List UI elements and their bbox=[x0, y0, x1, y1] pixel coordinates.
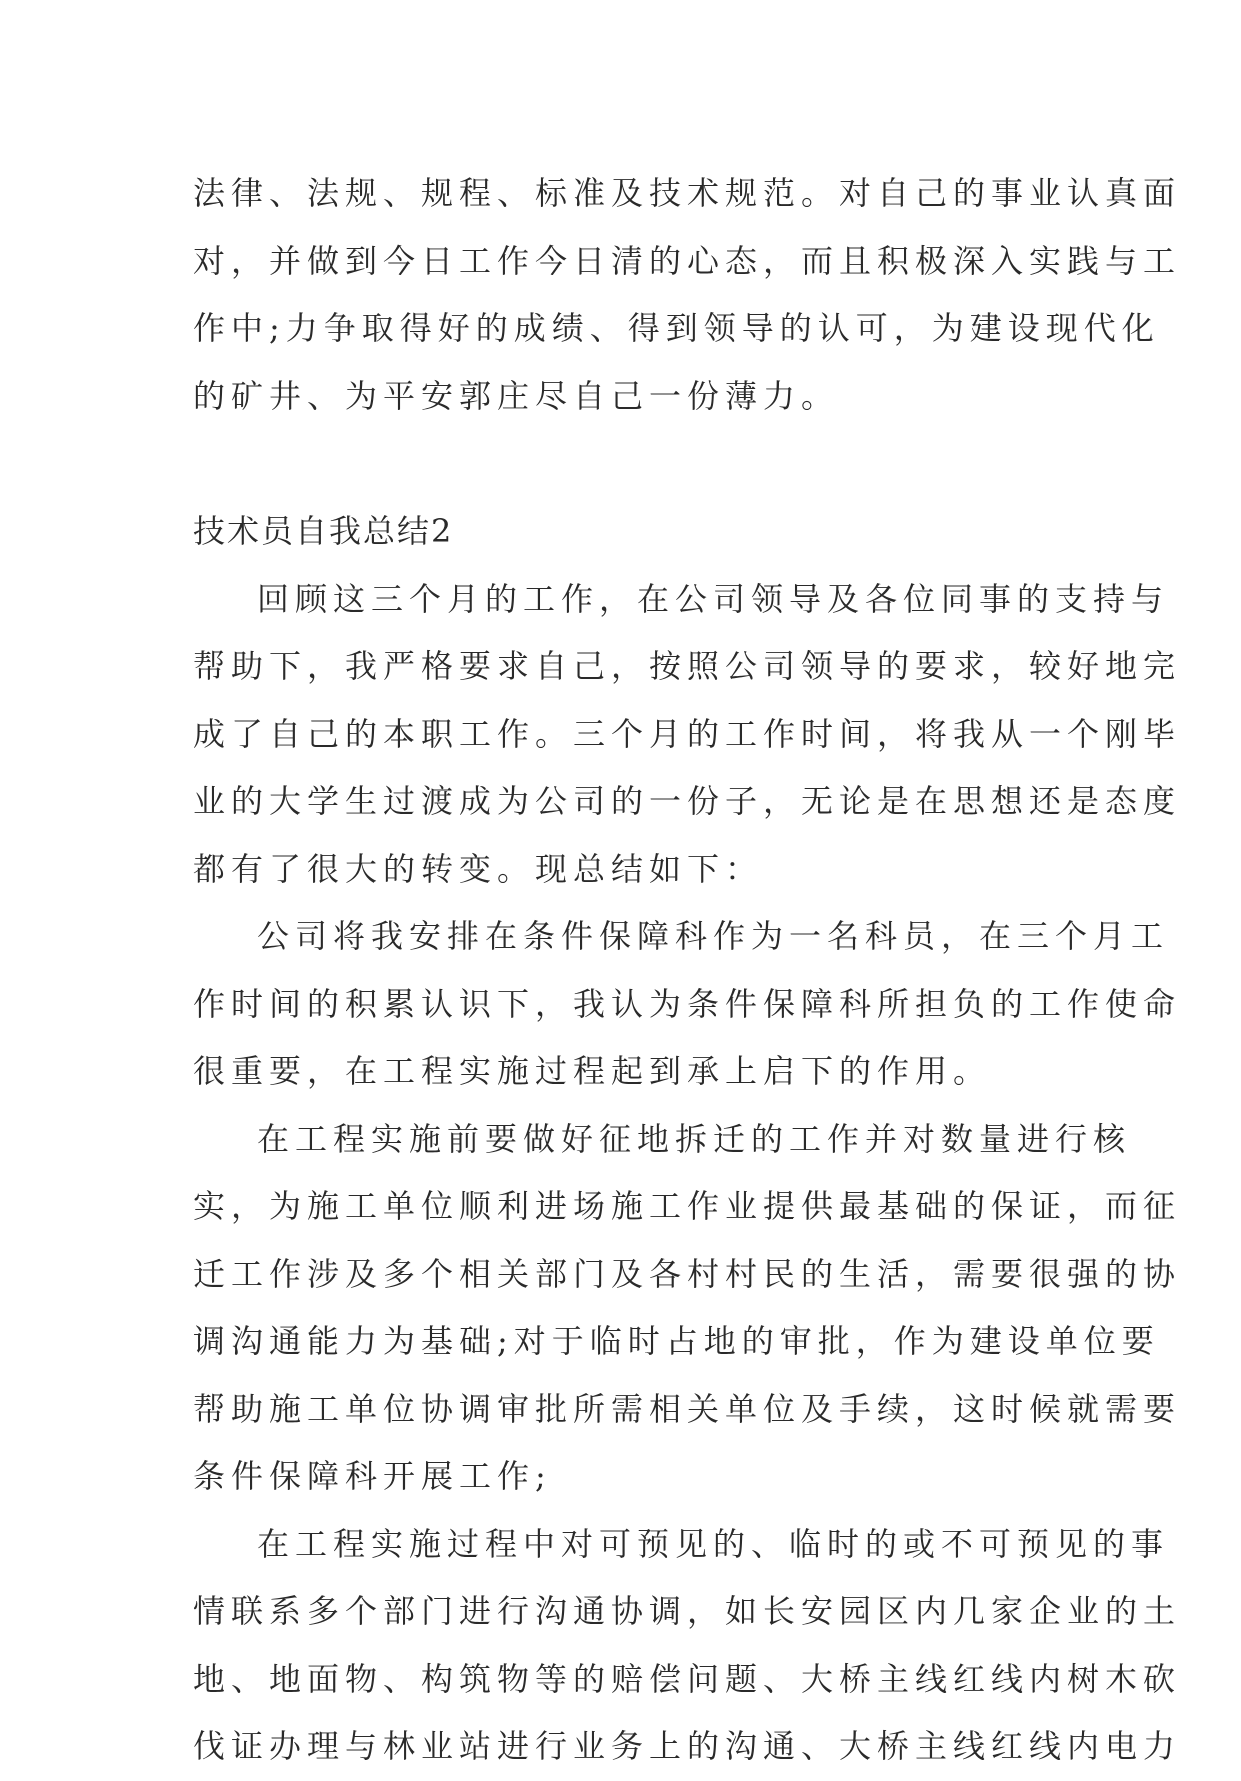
text-line: 地、地面物、构筑物等的赔偿问题、大桥主线红线内树木砍 bbox=[193, 1659, 1182, 1698]
text-line: 作中;力争取得好的成绩、得到领导的认可，为建设现代化 bbox=[193, 309, 1160, 347]
text-line: 法律、法规、规程、标准及技术规范。对自己的事业认真面 bbox=[193, 174, 1182, 212]
text-line: 业的大学生过渡成为公司的一份子，无论是在思想还是态度 bbox=[193, 782, 1182, 820]
document-body bbox=[193, 160, 1182, 1781]
text-line: 调沟通能力为基础;对于临时占地的审批，作为建设单位要 bbox=[193, 1322, 1160, 1360]
text-line: 伐证办理与林业站进行业务上的沟通、大桥主线红线内电力 bbox=[193, 1727, 1182, 1765]
text-line: 实，为施工单位顺利进场施工作业提供最基础的保证，而征 bbox=[193, 1187, 1182, 1225]
text-line: 回顾这三个月的工作，在公司领导及各位同事的支持与 bbox=[257, 579, 1170, 618]
text-line: 帮助施工单位协调审批所需相关单位及手续，这时候就需要 bbox=[193, 1389, 1182, 1428]
text-line: 情联系多个部门进行沟通协调，如长安园区内几家企业的土 bbox=[193, 1592, 1182, 1630]
paragraph-gap bbox=[193, 430, 1049, 498]
text-line: 对，并做到今日工作今日清的心态，而且积极深入实践与工 bbox=[193, 241, 1182, 280]
text-line: 条件保障科开展工作; bbox=[193, 1457, 552, 1495]
text-line: 很重要，在工程实施过程起到承上启下的作用。 bbox=[193, 1052, 992, 1090]
text-line: 在工程实施前要做好征地拆迁的工作并对数量进行核 bbox=[257, 1119, 1132, 1158]
text-line: 都有了很大的转变。现总结如下： bbox=[193, 849, 764, 888]
text-line: 迁工作涉及多个相关部门及各村村民的生活，需要很强的协 bbox=[193, 1254, 1182, 1293]
text-line: 的矿井、为平安郭庄尽自己一份薄力。 bbox=[193, 376, 840, 415]
paragraph-assignment bbox=[193, 903, 1182, 1106]
text-line: 作时间的积累认识下，我认为条件保障科所担负的工作使命 bbox=[193, 984, 1182, 1023]
paragraph-implementation bbox=[193, 1511, 1182, 1781]
text-line: 成了自己的本职工作。三个月的工作时间，将我从一个刚毕 bbox=[193, 714, 1182, 753]
text-line: 帮助下，我严格要求自己，按照公司领导的要求，较好地完 bbox=[193, 647, 1182, 685]
section-title: 技术员自我总结2 bbox=[193, 512, 454, 550]
paragraph-preparation bbox=[193, 1106, 1182, 1511]
paragraph-review bbox=[193, 566, 1182, 904]
paragraph-continued bbox=[193, 160, 1182, 430]
text-line: 在工程实施过程中对可预见的、临时的或不可预见的事 bbox=[257, 1524, 1170, 1563]
text-line: 公司将我安排在条件保障科作为一名科员，在三个月工 bbox=[257, 917, 1170, 955]
